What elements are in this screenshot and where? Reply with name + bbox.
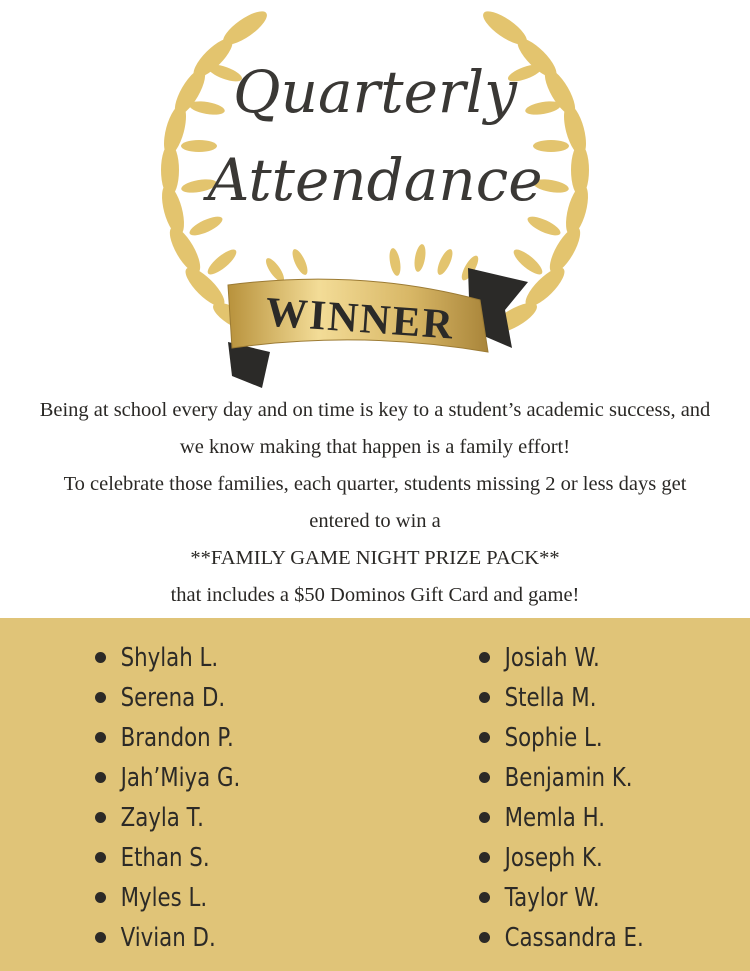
bullet-icon — [95, 892, 106, 903]
winner-name: Ethan S. — [120, 843, 210, 873]
list-item — [96, 878, 240, 918]
title-line-2: Attendance — [207, 146, 543, 214]
winner-name: Stella M. — [504, 683, 597, 713]
bullet-icon — [95, 772, 106, 783]
winner-name: Zayla T. — [120, 803, 204, 833]
winner-name: Taylor W. — [504, 883, 600, 913]
intro-line-3: To celebrate those families, each quarter, students missing 2 or less days get — [63, 473, 687, 495]
header-graphic — [0, 0, 750, 392]
winner-ribbon — [228, 268, 528, 388]
winner-name: Cassandra E. — [504, 923, 644, 953]
winner-name: Benjamin K. — [504, 763, 633, 793]
list-item — [480, 918, 644, 958]
winner-name: Serena D. — [120, 683, 226, 713]
bullet-icon — [95, 852, 106, 863]
laurel-wreath-emblem — [0, 0, 750, 392]
intro-line-5: **FAMILY GAME NIGHT PRIZE PACK** — [190, 547, 560, 569]
intro-line-1: Being at school every day and on time is key to a student’s academic success, and — [39, 399, 711, 421]
bullet-icon — [95, 692, 106, 703]
bullet-icon — [479, 892, 490, 903]
list-item — [96, 678, 240, 718]
bullet-icon — [479, 692, 490, 703]
bullet-icon — [95, 732, 106, 743]
intro-paragraph — [0, 392, 750, 618]
intro-line-4: entered to win a — [309, 510, 441, 532]
list-item — [96, 638, 240, 678]
list-item — [480, 678, 644, 718]
winner-name: Memla H. — [504, 803, 606, 833]
winner-name: Shylah L. — [120, 643, 219, 673]
bullet-icon — [95, 812, 106, 823]
bullet-icon — [479, 732, 490, 743]
list-item — [480, 798, 644, 838]
list-item — [96, 718, 240, 758]
list-item — [96, 838, 240, 878]
winner-name: Sophie L. — [504, 723, 603, 753]
winner-name: Brandon P. — [120, 723, 234, 753]
winner-name: Josiah W. — [504, 643, 600, 673]
bullet-icon — [479, 772, 490, 783]
winner-name: Myles L. — [120, 883, 208, 913]
list-item — [480, 718, 644, 758]
list-item — [480, 878, 644, 918]
winners-panel — [0, 618, 750, 971]
list-item — [96, 798, 240, 838]
bullet-icon — [95, 652, 106, 663]
winner-banner-text: WINNER — [264, 289, 457, 349]
list-item — [480, 838, 644, 878]
winners-list-right — [480, 638, 680, 958]
list-item — [480, 758, 644, 798]
list-item — [96, 918, 240, 958]
winner-name: Joseph K. — [504, 843, 603, 873]
bullet-icon — [479, 932, 490, 943]
intro-line-6: that includes a $50 Dominos Gift Card and game! — [170, 584, 580, 606]
list-item — [480, 638, 644, 678]
bullet-icon — [95, 932, 106, 943]
bullet-icon — [479, 812, 490, 823]
winner-name: Jah’Miya G. — [120, 763, 241, 793]
winners-list-left — [96, 638, 272, 958]
bullet-icon — [479, 652, 490, 663]
title-line-1: Quarterly — [233, 58, 517, 126]
list-item — [96, 758, 240, 798]
intro-line-2: we know making that happen is a family effort! — [179, 436, 571, 458]
bullet-icon — [479, 852, 490, 863]
winner-name: Vivian D. — [120, 923, 216, 953]
